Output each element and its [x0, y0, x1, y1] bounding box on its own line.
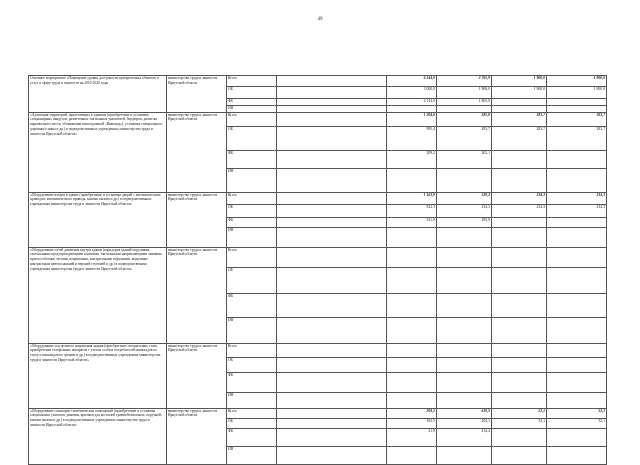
value-cell [492, 150, 547, 168]
funding-source: ИИ [227, 392, 277, 408]
value-cell [547, 392, 607, 408]
value-cell: 1 900,0 [547, 87, 607, 98]
value-cell: 585,8 [437, 112, 492, 126]
value-cell [547, 98, 607, 105]
value-cell [547, 357, 607, 372]
value-cell [492, 317, 547, 343]
value-cell: 1 900,0 [547, 76, 607, 87]
executor-cell: министерство труда и занятости Иркутской области [167, 247, 227, 343]
table-row [29, 343, 607, 357]
value-cell: 234,3 [492, 192, 547, 204]
blank-cell [277, 357, 387, 372]
value-cell: 182,5 [387, 418, 437, 428]
value-cell: 52,1 [547, 418, 607, 428]
value-cell [387, 392, 437, 408]
funding-source: ФБ [227, 98, 277, 105]
funding-source: ФБ [227, 293, 277, 317]
value-cell: 234,3 [547, 192, 607, 204]
table-row [29, 112, 607, 126]
funding-source: ФБ [227, 150, 277, 168]
value-cell [437, 227, 492, 247]
value-cell: 283,7 [492, 126, 547, 150]
value-cell [547, 343, 607, 357]
value-cell: 204,5 [387, 408, 437, 418]
value-cell [387, 343, 437, 357]
funding-source: Всего [227, 76, 277, 87]
value-cell [492, 267, 547, 293]
blank-cell [277, 428, 387, 446]
table-row [29, 247, 607, 267]
funding-source: ОБ [227, 87, 277, 98]
value-cell [492, 247, 547, 267]
value-cell: 1 900,0 [437, 87, 492, 98]
blank-cell [277, 168, 387, 192]
executor-cell: министерство труда и занятости Иркутской области [167, 408, 227, 464]
funding-source: Всего [227, 247, 277, 267]
value-cell [547, 267, 607, 293]
value-cell [387, 247, 437, 267]
value-cell [437, 168, 492, 192]
blank-cell [277, 392, 387, 408]
value-cell [437, 317, 492, 343]
funding-source: ОБ [227, 267, 277, 293]
value-cell [437, 293, 492, 317]
value-cell [492, 227, 547, 247]
value-cell [437, 392, 492, 408]
value-cell [547, 227, 607, 247]
value-cell [387, 357, 437, 372]
funding-source: ФБ [227, 428, 277, 446]
value-cell: 1 865,9 [437, 98, 492, 105]
blank-cell [277, 247, 387, 267]
value-cell: 283,7 [547, 126, 607, 150]
blank-cell [277, 98, 387, 105]
funding-source: ИИ [227, 168, 277, 192]
value-cell: 414,4 [437, 428, 492, 446]
value-cell [437, 372, 492, 392]
funding-source: Всего [227, 112, 277, 126]
blank-cell [277, 204, 387, 217]
value-cell [492, 217, 547, 227]
value-cell [437, 446, 492, 464]
value-cell: 52,1 [547, 408, 607, 418]
value-cell: 234,3 [492, 204, 547, 217]
blank-cell [277, 446, 387, 464]
blank-cell [277, 227, 387, 247]
blank-cell [277, 150, 387, 168]
blank-cell [277, 408, 387, 418]
value-cell [492, 105, 547, 112]
value-cell [492, 372, 547, 392]
value-cell [547, 317, 607, 343]
funding-source: Всего [227, 192, 277, 204]
value-cell: 204,1 [437, 418, 492, 428]
value-cell [437, 247, 492, 267]
budget-table [28, 75, 607, 465]
activity-description: Основное мероприятие «Помещение уровня доступности приоритетных объектов и услуг в сфере труда и занятости на 2016-2020 годы [29, 76, 167, 113]
activity-description: «Оборудование входов в здание (приобретение и установка дверей с автоматическим приводом, автоматического привода, кнопки вызова и др.) в подведомственных учреждениях министерства труда и занятости Иркутской области» [29, 192, 167, 247]
value-cell: 234,3 [437, 204, 492, 217]
executor-cell: министерство труда и занятости Иркутской области [167, 76, 227, 113]
value-cell [492, 392, 547, 408]
blank-cell [277, 418, 387, 428]
value-cell [547, 150, 607, 168]
funding-source: ОБ [227, 418, 277, 428]
value-cell: 1 163,9 [387, 192, 437, 204]
value-cell [437, 267, 492, 293]
value-cell [492, 428, 547, 446]
value-cell: 21,8 [387, 428, 437, 446]
value-cell: 341,8 [387, 217, 437, 227]
value-cell: 6 144,0 [387, 76, 437, 87]
blank-cell [277, 112, 387, 126]
value-cell [492, 293, 547, 317]
value-cell [547, 428, 607, 446]
executor-cell: министерство труда и занятости Иркутской области [167, 112, 227, 192]
funding-source: ИИ [227, 227, 277, 247]
value-cell [547, 372, 607, 392]
funding-source: Всего [227, 408, 277, 418]
value-cell [387, 105, 437, 112]
value-cell: 283,7 [437, 126, 492, 150]
value-cell: 283,7 [547, 112, 607, 126]
value-cell: 4 144,0 [387, 98, 437, 105]
blank-cell [277, 87, 387, 98]
value-cell [387, 227, 437, 247]
value-cell: 52,1 [492, 408, 547, 418]
value-cell: 1 900,0 [492, 87, 547, 98]
value-cell [387, 168, 437, 192]
value-cell [387, 446, 437, 464]
blank-cell [277, 192, 387, 204]
value-cell [547, 217, 607, 227]
value-cell: 822,1 [387, 204, 437, 217]
value-cell [492, 168, 547, 192]
value-cell: 520,2 [437, 192, 492, 204]
value-cell [437, 357, 492, 372]
value-cell: 283,7 [492, 112, 547, 126]
value-cell [547, 446, 607, 464]
value-cell [437, 105, 492, 112]
blank-cell [277, 343, 387, 357]
activity-description: «Оборудование санитарно-гигиенических помещений (приобретение и установка специальных унитазов, раковин, крючков для костылей травмобезопасных, поручней, кнопки вызова и др.) в подведомственных учреждениях министерства труда и занятости Иркутской области» [29, 408, 167, 464]
blank-cell [277, 126, 387, 150]
blank-cell [277, 105, 387, 112]
value-cell [547, 293, 607, 317]
blank-cell [277, 293, 387, 317]
value-cell [387, 293, 437, 317]
activity-description: «Адаптация территорий, прилегающих к зданиям (приобретение и установка стационарных пандусов, разметочных тактильных указателей, бордюров, разметка парковочного места, обозначение пиктограммой «Инвалид»), установка специального дорожного знака и др.) в подведомственных учреждениях министерства труда и занятости Иркутской области» [29, 112, 167, 192]
value-cell [387, 317, 437, 343]
table-row [29, 408, 607, 418]
value-cell: 285,9 [437, 217, 492, 227]
value-cell [492, 357, 547, 372]
executor-cell: министерство труда и занятости Иркутской области [167, 192, 227, 247]
value-cell: 3 000,0 [387, 87, 437, 98]
page-number: 49 [317, 17, 323, 22]
value-cell: 234,3 [547, 204, 607, 217]
funding-source: ИИ [227, 446, 277, 464]
value-cell [492, 446, 547, 464]
value-cell: 995,4 [387, 126, 437, 150]
funding-source: ФБ [227, 217, 277, 227]
executor-cell: министерство труда и занятости Иркутской области [167, 343, 227, 408]
value-cell [492, 98, 547, 105]
value-cell: 302,1 [437, 150, 492, 168]
value-cell: 209,2 [387, 150, 437, 168]
value-cell: 1 900,0 [492, 76, 547, 87]
funding-source: ИИ [227, 317, 277, 343]
table-row [29, 192, 607, 204]
value-cell [492, 343, 547, 357]
value-cell: 2 765,9 [437, 76, 492, 87]
blank-cell [277, 317, 387, 343]
funding-source: ОБ [227, 204, 277, 217]
activity-description: «Оборудование зон целевого назначения здания (приобретение специальных стоек, приобретение телефонных аппаратов с учетом особых потребностей инвалидов по слуху и инвалидов по зрению и др.) в подведомственных учреждениях министерства труда и занятости Иркутской области» [29, 343, 167, 408]
value-cell: 1 204,6 [387, 112, 437, 126]
blank-cell [277, 267, 387, 293]
blank-cell [277, 372, 387, 392]
value-cell [437, 343, 492, 357]
value-cell [547, 105, 607, 112]
value-cell: 618,5 [437, 408, 492, 418]
funding-source: Всего [227, 343, 277, 357]
value-cell [387, 372, 437, 392]
blank-cell [277, 217, 387, 227]
table-row [29, 76, 607, 87]
value-cell [387, 267, 437, 293]
funding-source: ФБ [227, 372, 277, 392]
activity-description: «Оборудование путей движения внутри здания (коридоров зданий поручнями, тактильными предупреждающими плитками, тактильными направляющими линиями, приспособление лестниц покрытиями, контрастными поручнями, выделение контрастным цветом нижней и верхней ступеней и др.) в подведомственных учреждениях министерства труда и занятости Иркутской области» [29, 247, 167, 343]
value-cell [547, 168, 607, 192]
value-cell: 52,1 [492, 418, 547, 428]
funding-source: ИИ [227, 105, 277, 112]
value-cell [547, 247, 607, 267]
funding-source: ОБ [227, 357, 277, 372]
blank-cell [277, 76, 387, 87]
funding-source: ОБ [227, 126, 277, 150]
